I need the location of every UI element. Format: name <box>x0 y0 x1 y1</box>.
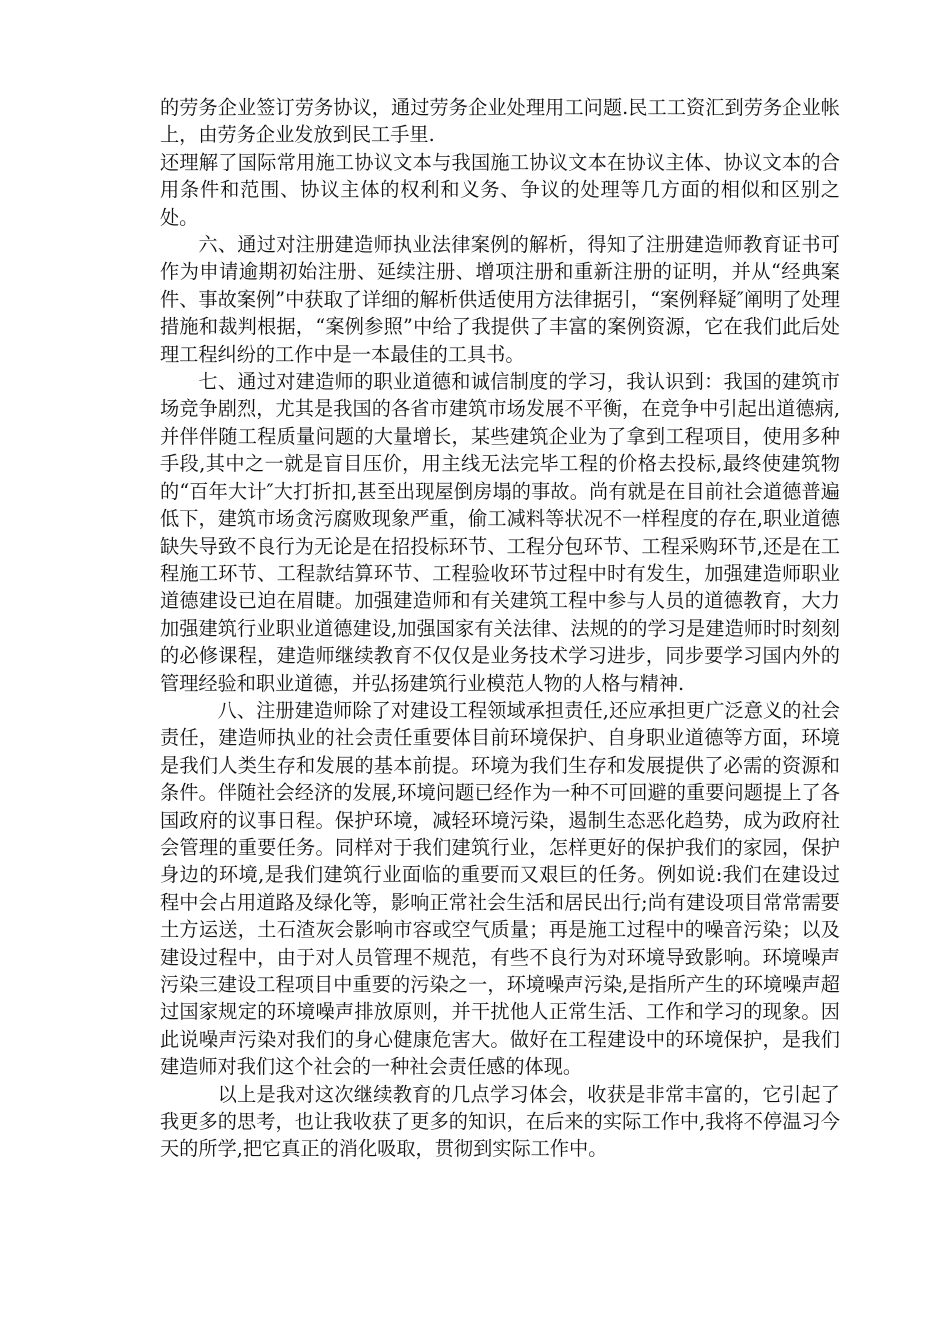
paragraph-contract-comparison: 还理解了国际常用施工协议文本与我国施工协议文本在协议主体、协议文本的合用条件和范围、协议主体的权利和义务、争议的处理等几方面的相似和区别之处。 <box>160 150 840 229</box>
paragraph-section-eight: 八、注册建造师除了对建设工程领域承担责任,还应承担更广泛意义的社会责任，建造师执业的社会责任重要体目前环境保护、自身职业道德等方面，环境是我们人类生存和发展的基本前提。环境为我们生存和发展提供了必需的资源和条件。伴随社会经济的发展,环境问题已经作为一种不可回避的重要问题提上了各国政府的议事日程。保护环境，减轻环境污染，遏制生态恶化趋势，成为政府社会管理的重要任务。同样对于我们建筑行业，怎样更好的保护我们的家园，保护身边的环境,是我们建筑行业面临的重要而又艰巨的任务。例如说:我们在建设过程中会占用道路及绿化等，影响正常社会生活和居民出行;尚有建设项目常常需要土方运送，土石渣灰会影响市容或空气质量；再是施工过程中的噪音污染；以及建设过程中，由于对人员管理不规范，有些不良行为对环境导致影响。环境噪声污染三建设工程项目中重要的污染之一，环境噪声污染,是指所产生的环境噪声超过国家规定的环境噪声排放原则，并干扰他人正常生活、工作和学习的现象。因此说噪声污染对我们的身心健康危害大。做好在工程建设中的环境保护，是我们建造师对我们这个社会的一种社会责任感的体现。 <box>160 698 840 1079</box>
paragraph-labor-agreement: 的劳务企业签订劳务协议，通过劳务企业处理用工问题.民工工资汇到劳务企业帐上，由劳务企业发放到民工手里. <box>160 96 840 147</box>
paragraph-section-seven: 七、通过对建造师的职业道德和诚信制度的学习，我认识到：我国的建筑市场竞争剧烈，尤其是我国的各省市建筑市场发展不平衡，在竞争中引起出道德病,并伴伴随工程质量问题的大量增长，某些建筑企业为了拿到工程项目，使用多种手段,其中之一就是盲目压价，用主线无法完毕工程的价格去投标,最终使建筑物的“百年大计″大打折扣,甚至出现屋倒房塌的事故。尚有就是在目前社会道德普遍低下，建筑市场贪污腐败现象严重，偷工减料等状况不一样程度的存在,职业道德缺失导致不良行为无论是在招投标环节、工程分包环节、工程采购环节,还是在工程施工环节、工程款结算环节、工程验收环节过程中时有发生，加强建造师职业道德建设已迫在眉睫。加强建造师和有关建筑工程中参与人员的道德教育，大力加强建筑行业职业道德建设,加强国家有关法律、法规的的学习是建造师时时刻刻的必修课程，建造师继续教育不仅仅是业务技术学习进步，同步要学习国内外的管理经验和职业道德，并弘扬建筑行业模范人物的人格与精神. <box>160 370 840 695</box>
paragraph-section-six: 六、通过对注册建造师执业法律案例的解析，得知了注册建造师教育证书可作为申请逾期初始注册、延续注册、增项注册和重新注册的证明，并从“经典案件、事故案例”中获取了详细的解析供适使用方法律据引，“案例释疑″阐明了处理措施和裁判根据，“案例参照”中给了我提供了丰富的案例资源，它在我们此后处理工程纠纷的工作中是一本最佳的工具书。 <box>160 233 840 366</box>
paragraph-conclusion: 以上是我对这次继续教育的几点学习体会，收获是非常丰富的，它引起了我更多的思考，也让我收获了更多的知识，在后来的实际工作中,我将不停温习今天的所学,把它真正的消化吸取，贯彻到实际工作中。 <box>160 1082 840 1161</box>
document-page <box>160 94 840 1163</box>
